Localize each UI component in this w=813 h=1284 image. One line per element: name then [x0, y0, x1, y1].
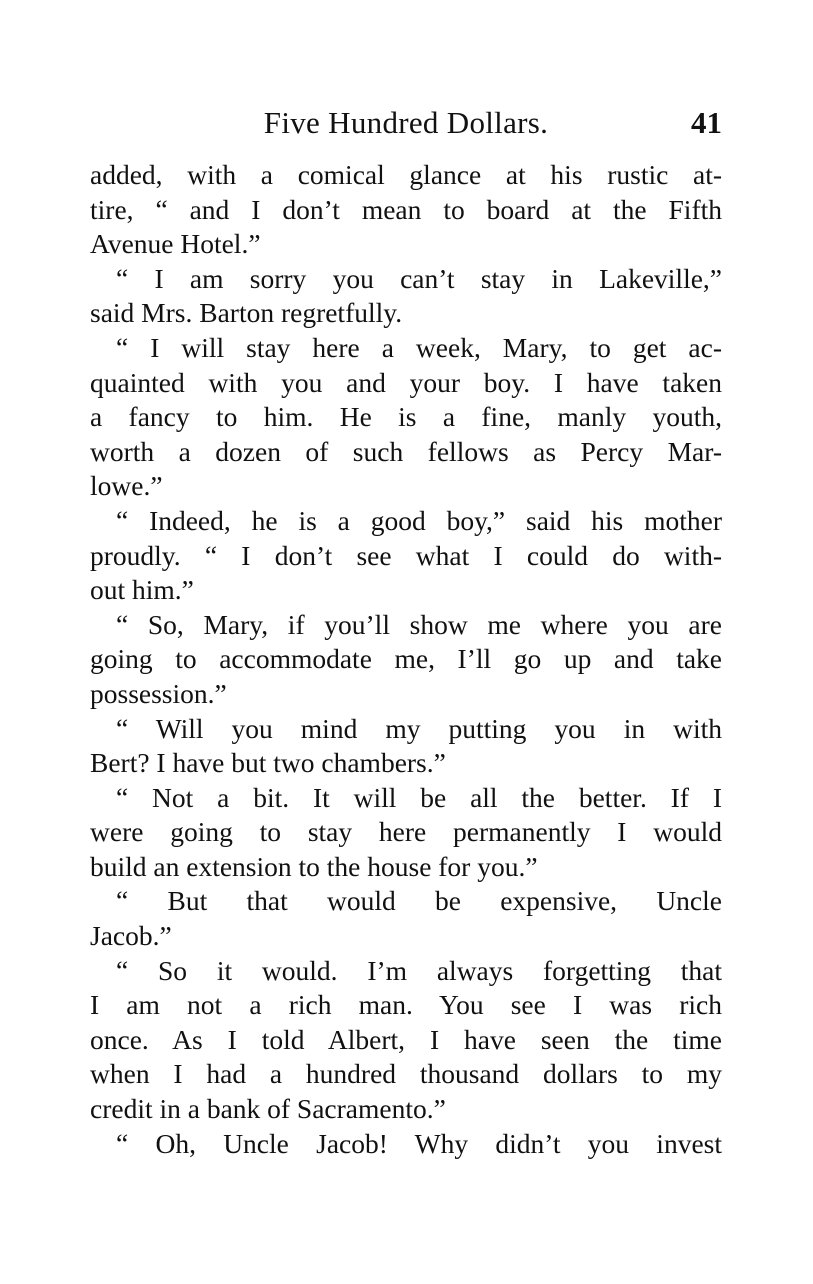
- running-head: [90, 100, 722, 146]
- text-line: tire, “ and I don’t mean to board at the Fifth: [90, 193, 722, 225]
- text-line: Bert? I have but two chambers.”: [90, 747, 446, 779]
- text-line: “ I am sorry you can’t stay in Lakeville,”: [116, 262, 722, 294]
- text-line: a fancy to him. He is a fine, manly youth,: [90, 401, 722, 433]
- text-line: proudly. “ I don’t see what I could do with-: [90, 539, 722, 571]
- text-line: worth a dozen of such fellows as Percy Mar-: [90, 435, 722, 467]
- text-line: “ Indeed, he is a good boy,” said his mother: [116, 504, 722, 536]
- text-line: when I had a hundred thousand dollars to my: [90, 1058, 722, 1090]
- page-number: 41: [691, 105, 722, 140]
- text-line: added, with a comical glance at his rustic at-: [90, 159, 722, 190]
- text-line: quainted with you and your boy. I have taken: [90, 366, 722, 398]
- text-line: “ Will you mind my putting you in with: [116, 712, 722, 744]
- text-line: going to accommodate me, I’ll go up and take: [90, 643, 722, 675]
- text-line: possession.”: [90, 677, 227, 709]
- text-line: lowe.”: [90, 470, 163, 502]
- body-text: [90, 158, 722, 1161]
- text-line: “ So, Mary, if you’ll show me where you are: [116, 608, 722, 640]
- text-line: “ But that would be expensive, Uncle: [116, 885, 722, 917]
- text-line: “ So it would. I’m always forgetting that: [116, 954, 722, 986]
- text-line: “ Oh, Uncle Jacob! Why didn’t you invest: [116, 1127, 722, 1159]
- text-line: Jacob.”: [90, 920, 172, 952]
- text-line: Avenue Hotel.”: [90, 228, 261, 260]
- text-line: I am not a rich man. You see I was rich: [90, 989, 722, 1021]
- text-line: credit in a bank of Sacramento.”: [90, 1093, 446, 1125]
- text-line: out him.”: [90, 574, 194, 606]
- text-line: build an extension to the house for you.”: [90, 850, 538, 882]
- text-line: were going to stay here permanently I would: [90, 816, 722, 848]
- text-line: said Mrs. Barton regretfully.: [90, 297, 403, 329]
- running-title: Five Hundred Dollars.: [263, 105, 549, 140]
- text-line: “ I will stay here a week, Mary, to get ac-: [116, 331, 722, 363]
- text-line: once. As I told Albert, I have seen the time: [90, 1023, 722, 1055]
- text-line: “ Not a bit. It will be all the better. If I: [116, 781, 722, 813]
